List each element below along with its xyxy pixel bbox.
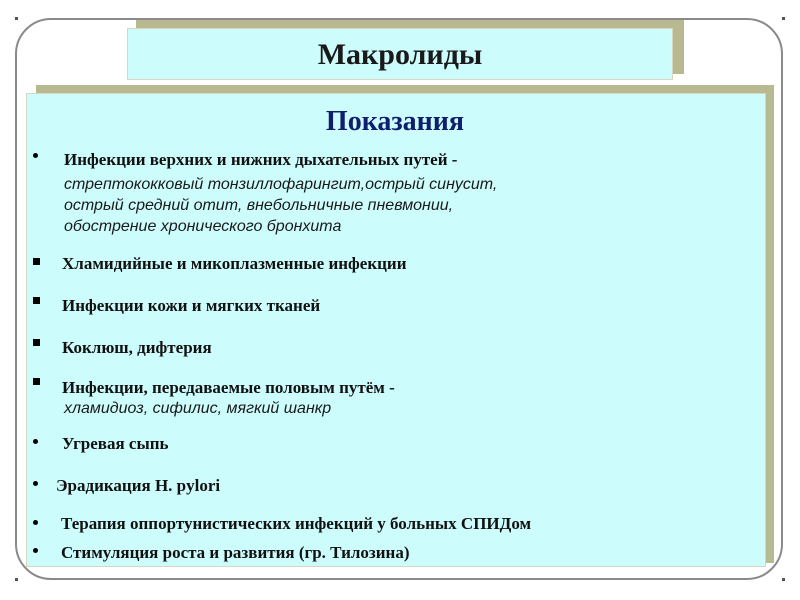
item-label: Инфекции верхних и нижних дыхательных путей - bbox=[64, 150, 458, 169]
bullet-icon bbox=[33, 339, 40, 346]
bullet-icon bbox=[33, 439, 38, 444]
bullet-icon bbox=[33, 258, 40, 265]
item-label: Эрадикация H. pylori bbox=[56, 476, 221, 495]
bullet-icon bbox=[33, 153, 38, 158]
item-detail: стрептококковый тонзиллофарингит,острый синусит, bbox=[64, 176, 498, 193]
item-label: Инфекции, передаваемые половым путём - bbox=[62, 378, 395, 397]
item-label: Угревая сыпь bbox=[62, 434, 169, 453]
item-detail: обострение хронического бронхита bbox=[64, 218, 342, 235]
bullet-icon bbox=[33, 520, 38, 525]
bullet-icon bbox=[33, 481, 38, 486]
slide-title: Макролиды bbox=[317, 38, 483, 71]
item-label: Коклюш, дифтерия bbox=[62, 338, 212, 357]
item-label: Хламидийные и микоплазменные инфекции bbox=[62, 254, 407, 273]
bullet-icon bbox=[33, 548, 38, 553]
title-box bbox=[127, 28, 673, 80]
item-label: Инфекции кожи и мягких тканей bbox=[62, 296, 321, 315]
corner-mark bbox=[782, 17, 785, 20]
slide-subtitle: Показания bbox=[325, 106, 465, 137]
corner-mark bbox=[782, 578, 785, 581]
corner-mark bbox=[15, 17, 18, 20]
bullet-icon bbox=[33, 297, 40, 304]
item-label: Стимуляция роста и развития (гр. Тилозина) bbox=[61, 543, 410, 562]
bullet-icon bbox=[33, 378, 40, 385]
corner-mark bbox=[15, 578, 18, 581]
item-detail: хламидиоз, сифилис, мягкий шанкр bbox=[64, 400, 332, 417]
item-label: Терапия оппортунистических инфекций у больных СПИДом bbox=[61, 514, 532, 533]
item-detail: острый средний отит, внебольничные пневмонии, bbox=[64, 197, 454, 214]
